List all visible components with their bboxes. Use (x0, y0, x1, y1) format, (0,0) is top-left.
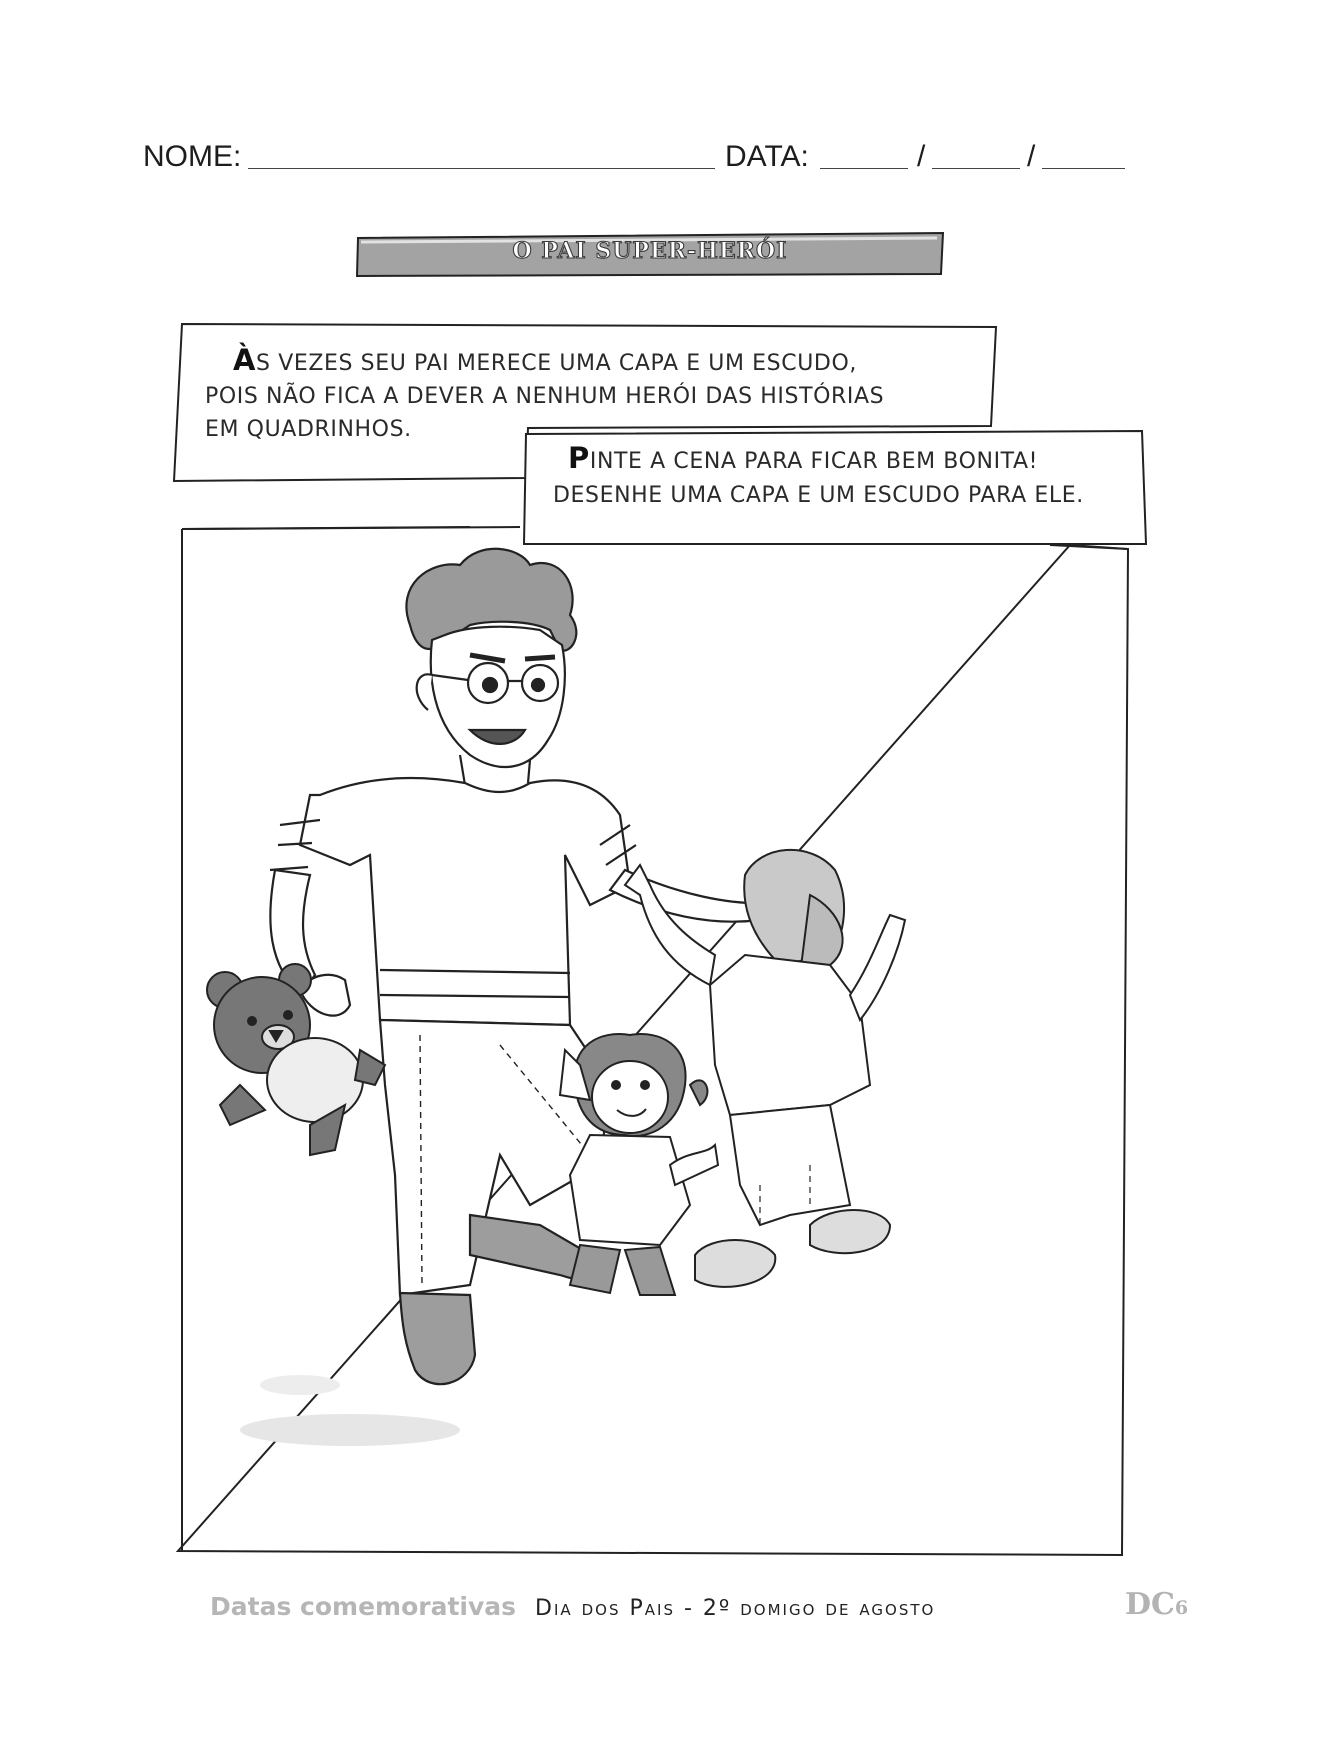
date-year-line[interactable] (1042, 168, 1125, 169)
footer-series: Datas comemorativas (210, 1592, 517, 1621)
instruction-text (568, 442, 1038, 478)
teddy-bear (207, 964, 385, 1155)
date-label: DATA: (725, 140, 809, 173)
drop-cap: À (233, 343, 257, 377)
date-slash: / (917, 140, 926, 173)
intro-text (205, 344, 857, 380)
name-label: NOME: (143, 140, 242, 173)
coloring-illustration[interactable] (170, 525, 1140, 1565)
date-month-line[interactable] (932, 168, 1020, 169)
date-day-line[interactable] (820, 168, 908, 169)
footer-subtitle: Dia dos Pais - 2º domigo de agosto (535, 1596, 936, 1621)
title-banner (355, 230, 945, 278)
footer-code-number: 6 (1174, 1597, 1189, 1619)
footer-code (1125, 1587, 1188, 1622)
footer-code-letters: DC (1125, 1587, 1175, 1622)
intro-line-2: POIS NÃO FICA A DEVER A NENHUM HERÓI DAS HISTÓRIAS (205, 384, 885, 409)
drop-cap: P (568, 441, 590, 475)
name-field-line[interactable] (248, 168, 715, 169)
instruction-line-1: INTE A CENA PARA FICAR BEM BONITA! (589, 449, 1039, 474)
page-title: O PAI SUPER-HERÓI (512, 238, 788, 264)
intro-line-1: S VEZES SEU PAI MERECE UMA CAPA E UM ESCUDO, (256, 351, 857, 376)
instruction-line-2: DESENHE UMA CAPA E UM ESCUDO PARA ELE. (553, 483, 1084, 508)
date-slash: / (1027, 140, 1036, 173)
intro-line-3: EM QUADRINHOS. (205, 417, 412, 442)
